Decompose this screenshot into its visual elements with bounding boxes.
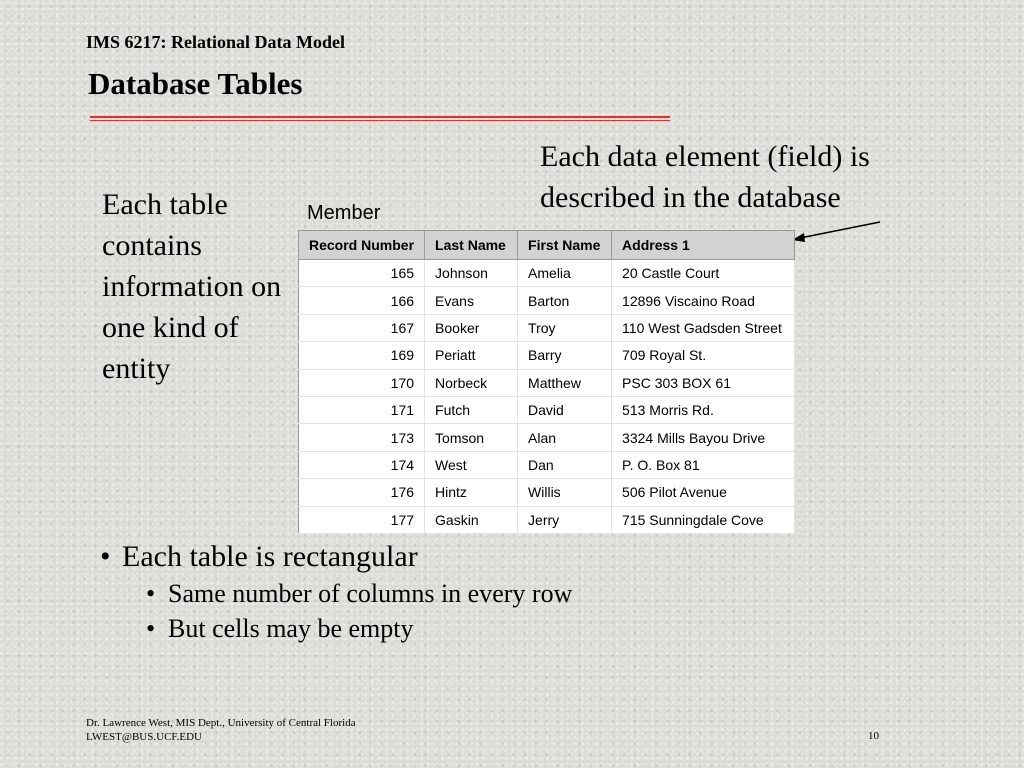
table-cell: David — [518, 396, 612, 423]
table-row — [299, 287, 795, 314]
table-cell: Evans — [425, 287, 518, 314]
table-cell: 12896 Viscaino Road — [612, 287, 795, 314]
table-cell: 170 — [299, 369, 425, 396]
table-cell: Willis — [518, 479, 612, 506]
table-row — [299, 424, 795, 451]
table-cell: Matthew — [518, 369, 612, 396]
table-cell: Jerry — [518, 506, 612, 533]
table-cell: 20 Castle Court — [612, 260, 795, 287]
table-cell: 3324 Mills Bayou Drive — [612, 424, 795, 451]
table-row — [299, 396, 795, 423]
course-title: IMS 6217: Relational Data Model — [86, 32, 345, 52]
table-cell: Barton — [518, 287, 612, 314]
table-cell: 171 — [299, 396, 425, 423]
table-cell: 715 Sunningdale Cove — [612, 506, 795, 533]
bullet-text: Each table is rectangular — [122, 540, 418, 573]
sub-bullet-item: • Same number of columns in every row — [146, 579, 573, 608]
footer-author: Dr. Lawrence West, MIS Dept., University of Central Florida — [86, 717, 356, 729]
table-row — [299, 369, 795, 396]
member-table — [298, 230, 795, 534]
left-note: Each table contains information on one kind of entity — [102, 188, 282, 385]
column-header-record-number: Record Number — [299, 231, 425, 260]
table-cell: Tomson — [425, 424, 518, 451]
table-cell: Gaskin — [425, 506, 518, 533]
column-header-first-name: First Name — [518, 231, 612, 260]
table-cell: PSC 303 BOX 61 — [612, 369, 795, 396]
table-row — [299, 506, 795, 533]
table-cell: Troy — [518, 314, 612, 341]
sub-bullet-text: But cells may be empty — [168, 614, 414, 643]
table-cell: Hintz — [425, 479, 518, 506]
page-number: 10 — [868, 730, 879, 742]
table-cell: 177 — [299, 506, 425, 533]
sub-bullet-text: Same number of columns in every row — [168, 579, 573, 608]
table-cell: 167 — [299, 314, 425, 341]
table-cell: Futch — [425, 396, 518, 423]
table-row — [299, 314, 795, 341]
table-cell: 513 Morris Rd. — [612, 396, 795, 423]
table-cell: 506 Pilot Avenue — [612, 479, 795, 506]
table-row — [299, 260, 795, 287]
table-row — [299, 479, 795, 506]
column-header-address: Address 1 — [612, 231, 795, 260]
table-cell: Periatt — [425, 342, 518, 369]
table-cell: Barry — [518, 342, 612, 369]
table-body — [299, 260, 795, 534]
sub-bullet-item: • But cells may be empty — [146, 614, 414, 643]
table-cell: 169 — [299, 342, 425, 369]
table-cell: 174 — [299, 451, 425, 478]
title-underline — [90, 116, 670, 121]
table-cell: Johnson — [425, 260, 518, 287]
bullet-item: • Each table is rectangular — [100, 540, 418, 573]
table-cell: 110 West Gadsden Street — [612, 314, 795, 341]
table-cell: 165 — [299, 260, 425, 287]
table-header-row — [299, 231, 795, 260]
table-row — [299, 451, 795, 478]
table-cell: West — [425, 451, 518, 478]
bullet-list — [100, 538, 572, 646]
table-cell: Amelia — [518, 260, 612, 287]
table-cell: 176 — [299, 479, 425, 506]
table-cell: Alan — [518, 424, 612, 451]
table-cell: Booker — [425, 314, 518, 341]
right-note: Each data element (field) is described in the database — [540, 140, 870, 214]
table-cell: 166 — [299, 287, 425, 314]
table-cell: 709 Royal St. — [612, 342, 795, 369]
table-row — [299, 342, 795, 369]
table-cell: Norbeck — [425, 369, 518, 396]
table-cell: P. O. Box 81 — [612, 451, 795, 478]
arrow-icon — [780, 214, 890, 246]
footer-email: LWEST@BUS.UCF.EDU — [86, 731, 202, 743]
slide-title: Database Tables — [88, 66, 303, 101]
table-cell: 173 — [299, 424, 425, 451]
column-header-last-name: Last Name — [425, 231, 518, 260]
table-caption: Member — [307, 202, 381, 224]
table-cell: Dan — [518, 451, 612, 478]
footer — [86, 716, 356, 744]
